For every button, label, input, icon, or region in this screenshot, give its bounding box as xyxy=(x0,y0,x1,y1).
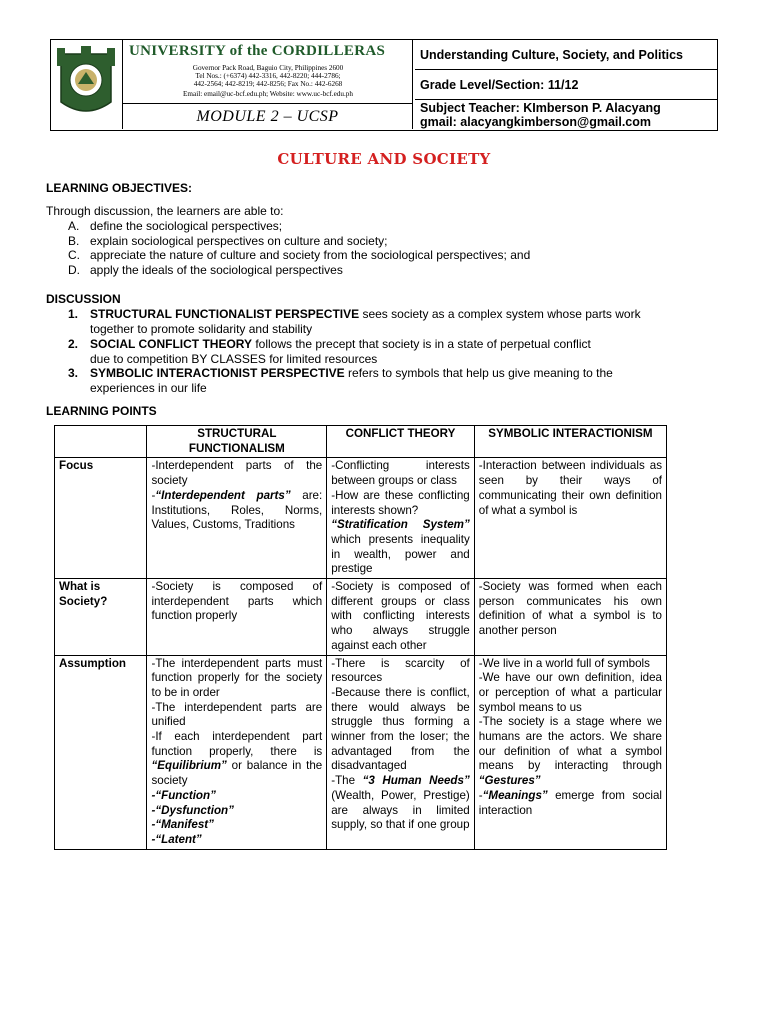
cell-text xyxy=(331,518,470,577)
table-cell: -Interaction between individuals as seen by their ways of communicating their own definition of what a symbol is xyxy=(474,458,666,579)
item-number: 1. xyxy=(68,307,79,321)
university-name: UNIVERSITY of the CORDILLERAS xyxy=(129,43,386,59)
emphasis: “Meanings” xyxy=(482,788,548,802)
table-row xyxy=(55,458,667,579)
empty-header-cell xyxy=(55,426,147,458)
cell-text: -If each interdependent part function properly, there is xyxy=(151,730,323,758)
objective-text: appreciate the nature of culture and society from the sociological perspectives; and xyxy=(90,248,531,262)
table-row xyxy=(55,579,667,656)
objective-text: explain sociological perspectives on culture and society; xyxy=(90,234,388,248)
cell-text xyxy=(151,730,322,789)
phone-line: Tel Nos.: (+6374) 442-3316, 442-8220; 444-2786; xyxy=(195,72,341,80)
cell-text: -“Interdependent parts” are: Institutions, Roles, Norms, Values, Customs, Traditions xyxy=(151,488,323,532)
row-label: What is Society? xyxy=(55,579,147,656)
emphasis: “Gestures” xyxy=(478,774,541,788)
item-letter: B. xyxy=(68,234,80,248)
cell-text: -We have our own definition, idea or perception of what a particular symbol means to us xyxy=(478,671,662,714)
discussion-line xyxy=(90,337,591,352)
objective-item xyxy=(68,234,79,249)
term: SOCIAL CONFLICT THEORY xyxy=(90,337,252,351)
cell-text xyxy=(479,715,662,789)
cell-text: or balance in the society xyxy=(151,759,323,788)
discussion-line: together to promote solidarity and stability xyxy=(90,322,313,336)
table-header-row xyxy=(55,426,667,458)
table-cell xyxy=(147,458,327,579)
term-item: -“Latent” xyxy=(151,832,202,846)
emphasis: “Manifest” xyxy=(155,818,214,832)
module-label: MODULE 2 – UCSP xyxy=(123,104,413,129)
term-item: -“Function” xyxy=(151,788,216,802)
table-cell: -Society was formed when each person communicates his own definition of what a symbol is to another person xyxy=(474,579,666,656)
module-header xyxy=(50,39,718,131)
phone-line: 442-2564; 442-8219; 442-8256; Fax No.: 442-6268 xyxy=(193,80,343,88)
cell-text: -The society is a stage where we humans are the actors. We share our definition of what a symbol means by interacting through xyxy=(478,715,662,773)
emphasis: “Stratification System” xyxy=(331,518,470,532)
teacher-name: Subject Teacher: KImberson P. Alacyang xyxy=(420,101,661,115)
column-header: STRUCTURAL FUNCTIONALISM xyxy=(147,426,327,458)
discussion-line xyxy=(90,307,641,322)
emphasis: “Latent” xyxy=(155,832,202,846)
term-item: -“Manifest” xyxy=(151,818,214,832)
emphasis: “Interdependent parts” xyxy=(155,488,291,502)
column-header: SYMBOLIC INTERACTIONISM xyxy=(474,426,666,458)
emphasis: “Function” xyxy=(155,788,216,802)
learning-points-heading: LEARNING POINTS xyxy=(46,404,157,418)
item-letter: A. xyxy=(68,219,80,233)
address-line: Governor Pack Road, Baguio City, Philippines 2600 xyxy=(192,64,344,72)
cell-text: -How are these conflicting interests shown? xyxy=(331,488,470,517)
discussion-line: due to competition BY CLASSES for limited resources xyxy=(90,352,378,366)
cell-text: which presents inequality in wealth, power and prestige xyxy=(331,532,470,576)
objectives-intro: Through discussion, the learners are able to: xyxy=(46,204,284,218)
table-cell xyxy=(147,655,327,849)
objective-item xyxy=(68,263,80,278)
cell-text: -The xyxy=(331,774,363,788)
discussion-item xyxy=(68,307,78,322)
discussion-heading: DISCUSSION xyxy=(46,292,121,306)
term: SYMBOLIC INTERACTIONIST PERSPECTIVE xyxy=(90,366,345,380)
definition: refers to symbols that help us give meaning to the xyxy=(344,366,613,380)
course-title: Understanding Culture, Society, and Politics xyxy=(415,40,717,70)
definition: follows the precept that society is in a state of perpetual conflict xyxy=(252,337,591,351)
discussion-line xyxy=(90,366,613,381)
discussion-item xyxy=(68,366,78,381)
grade-level: Grade Level/Section: 11/12 xyxy=(415,70,717,100)
objective-text: apply the ideals of the sociological perspectives xyxy=(90,263,343,277)
teacher-email: gmail: alacyangkimberson@gmail.com xyxy=(420,115,652,129)
definition: sees society as a complex system whose parts work xyxy=(359,307,641,321)
table-cell xyxy=(474,655,666,849)
objectives-heading: LEARNING OBJECTIVES: xyxy=(46,181,193,195)
cell-text: -Conflicting interests between groups or class xyxy=(331,459,470,488)
table-cell xyxy=(327,458,475,579)
cell-text: emerge from social interaction xyxy=(478,788,662,817)
emphasis: “3 Human Needs” xyxy=(362,774,470,788)
cell-text: -The interdependent parts are unified xyxy=(151,700,323,729)
row-label: Focus xyxy=(55,458,147,579)
row-label: Assumption xyxy=(55,655,147,849)
university-seal-icon xyxy=(51,40,121,128)
item-letter: D. xyxy=(68,263,80,277)
objective-item xyxy=(68,248,80,263)
teacher-info xyxy=(415,100,717,129)
discussion-line: experiences in our life xyxy=(90,381,207,395)
table-cell: -Society is composed of different groups or class with conflicting interests who always struggle against each other xyxy=(327,579,475,656)
objective-text: define the sociological perspectives; xyxy=(90,219,283,233)
term: STRUCTURAL FUNCTIONALIST PERSPECTIVE xyxy=(90,307,360,321)
table-cell: -Society is composed of interdependent parts which function properly xyxy=(147,579,327,656)
emphasis: “Dysfunction” xyxy=(155,803,234,817)
cell-text: -The interdependent parts must function properly for the society to be in order xyxy=(151,656,323,699)
item-number: 2. xyxy=(68,337,79,351)
item-letter: C. xyxy=(68,248,80,262)
email-website-line: Email: email@uc-bcf.edu.ph; Website: www.uc-bcf.edu.ph xyxy=(183,90,353,98)
column-header: CONFLICT THEORY xyxy=(327,426,475,458)
table-cell xyxy=(327,655,475,849)
cell-text: (Wealth, Power, Prestige) are always in limited supply, so that if one group xyxy=(331,788,470,832)
cell-text: -We live in a world full of symbols xyxy=(478,656,650,670)
cell-text: are: Institutions, Roles, Norms, Values, Customs, Traditions xyxy=(151,488,323,532)
learning-points-table xyxy=(54,425,667,850)
cell-text: -Interdependent parts of the society xyxy=(151,459,323,488)
page-title: CULTURE AND SOCIETY xyxy=(277,150,491,168)
term-item: -“Dysfunction” xyxy=(151,803,234,817)
cell-text: -There is scarcity of resources xyxy=(331,656,470,685)
cell-text xyxy=(479,789,662,818)
university-info xyxy=(123,40,413,104)
emphasis: “Equilibrium” xyxy=(151,759,227,773)
cell-text: - xyxy=(478,788,483,802)
cell-text: -Because there is conflict, there would always be struggle thus forming a winner from the loser; the advantaged from the disadvantaged xyxy=(331,685,470,773)
university-seal xyxy=(51,40,123,129)
item-number: 3. xyxy=(68,366,79,380)
table-row xyxy=(55,655,667,849)
cell-text xyxy=(331,774,470,833)
discussion-item xyxy=(68,337,78,352)
objective-item xyxy=(68,219,79,234)
